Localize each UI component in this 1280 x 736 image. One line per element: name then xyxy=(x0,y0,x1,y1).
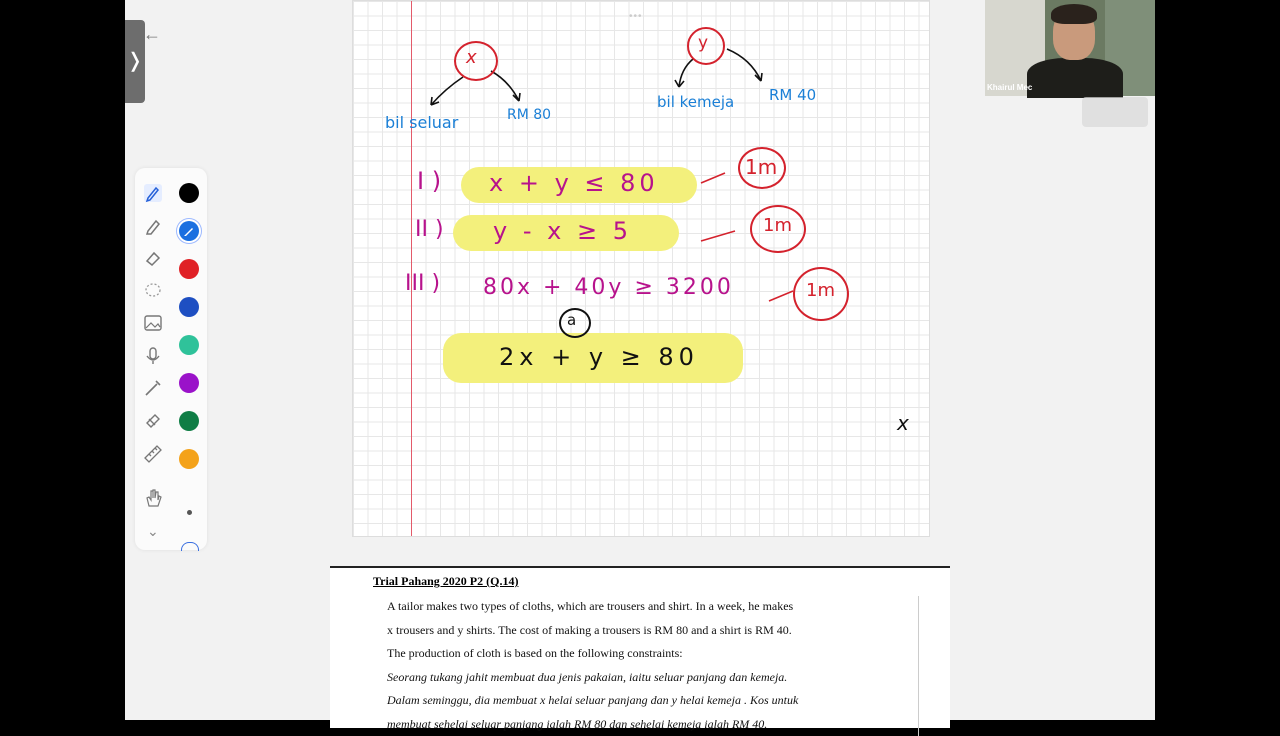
highlighter-icon[interactable] xyxy=(143,216,163,236)
back-arrow-icon[interactable]: ← xyxy=(143,24,161,44)
question-line-4: Seorang tukang jahit membuat dua jenis pakaian, iaitu seluar panjang dan kemeja. xyxy=(387,670,788,684)
question-line-5: Dalam seminggu, dia membuat x helai seluar panjang dan y helai kemeja . Kos untuk xyxy=(387,693,799,707)
color-blue-selected-swatch[interactable] xyxy=(179,221,199,241)
eraser-icon[interactable] xyxy=(143,248,163,268)
drawing-toolbar xyxy=(135,168,207,550)
participant-name: Khairul Mec xyxy=(987,83,1033,92)
color-red-swatch[interactable] xyxy=(179,259,199,279)
question-line-2: x trousers and y shirts. The cost of making a trousers is RM 80 and a shirt is RM 40. xyxy=(387,623,792,637)
pen-icon[interactable] xyxy=(143,183,163,203)
constraint-1-expr: x + y ≤ 80 xyxy=(489,169,659,197)
constraint-2-label: II ) xyxy=(415,217,444,242)
color-darkblue-swatch[interactable] xyxy=(179,297,199,317)
color-green-swatch[interactable] xyxy=(179,411,199,431)
more-colors-icon[interactable] xyxy=(181,542,199,551)
chevron-right-icon: ❭ xyxy=(126,50,144,72)
video-person-hair xyxy=(1051,4,1097,24)
question-document xyxy=(330,566,950,731)
tree-arrows xyxy=(353,1,929,536)
ruler-icon[interactable] xyxy=(143,444,163,464)
divide-note: a xyxy=(567,311,577,329)
shapes-icon[interactable] xyxy=(143,411,163,431)
page-handle[interactable]: ••• xyxy=(629,11,643,22)
lasso-icon[interactable] xyxy=(143,281,163,301)
pencil-icon xyxy=(179,221,199,241)
tree-x-right-label: RM 80 xyxy=(507,107,552,123)
color-purple-swatch[interactable] xyxy=(179,373,199,393)
constraint-3-label: III ) xyxy=(405,271,441,296)
pen-size-dot[interactable] xyxy=(187,510,192,515)
video-person-body xyxy=(1027,58,1123,98)
tree-x-root: x xyxy=(466,47,477,68)
chevron-down-icon[interactable]: ⌄ xyxy=(147,523,159,539)
collapse-panel-button[interactable] xyxy=(125,20,145,103)
constraint-3-expr: 80x + 40y ≥ 3200 xyxy=(483,275,734,300)
constraint-2-mark: 1m xyxy=(763,215,792,236)
constraint-1-label: I ) xyxy=(417,167,442,195)
notebook-page[interactable] xyxy=(352,0,930,537)
color-black-swatch[interactable] xyxy=(179,183,199,203)
image-icon[interactable] xyxy=(143,313,163,333)
tree-x-left-label: bil seluar xyxy=(385,113,459,132)
question-line-1: A tailor makes two types of cloths, which are trousers and shirt. In a week, he makes xyxy=(387,599,794,613)
corner-note: x xyxy=(897,411,909,435)
participant-video[interactable] xyxy=(985,0,1155,96)
tree-y-right-label: RM 40 xyxy=(769,86,817,104)
tree-y-left-label: bil kemeja xyxy=(657,93,735,111)
question-title: Trial Pahang 2020 P2 (Q.14) xyxy=(373,574,519,588)
laser-pointer-icon[interactable] xyxy=(143,378,163,398)
document-column-rule xyxy=(918,596,919,736)
tree-y-root: y xyxy=(698,33,709,53)
color-teal-swatch[interactable] xyxy=(179,335,199,355)
constraint-2-expr: y - x ≥ 5 xyxy=(493,217,632,245)
video-control-button[interactable] xyxy=(1082,97,1148,127)
microphone-icon[interactable] xyxy=(143,346,163,366)
constraint-3-mark: 1m xyxy=(806,280,835,301)
notes-app xyxy=(125,0,1155,731)
hand-icon[interactable] xyxy=(143,488,163,508)
color-orange-swatch[interactable] xyxy=(179,449,199,469)
question-line-6: membuat sehelai seluar panjang ialah RM 80 dan sehelai kemeja ialah RM 40. xyxy=(387,717,768,731)
simplified-constraint: 2x + y ≥ 80 xyxy=(499,343,699,371)
question-line-3: The production of cloth is based on the following constraints: xyxy=(387,646,683,660)
constraint-1-mark: 1m xyxy=(745,155,778,179)
